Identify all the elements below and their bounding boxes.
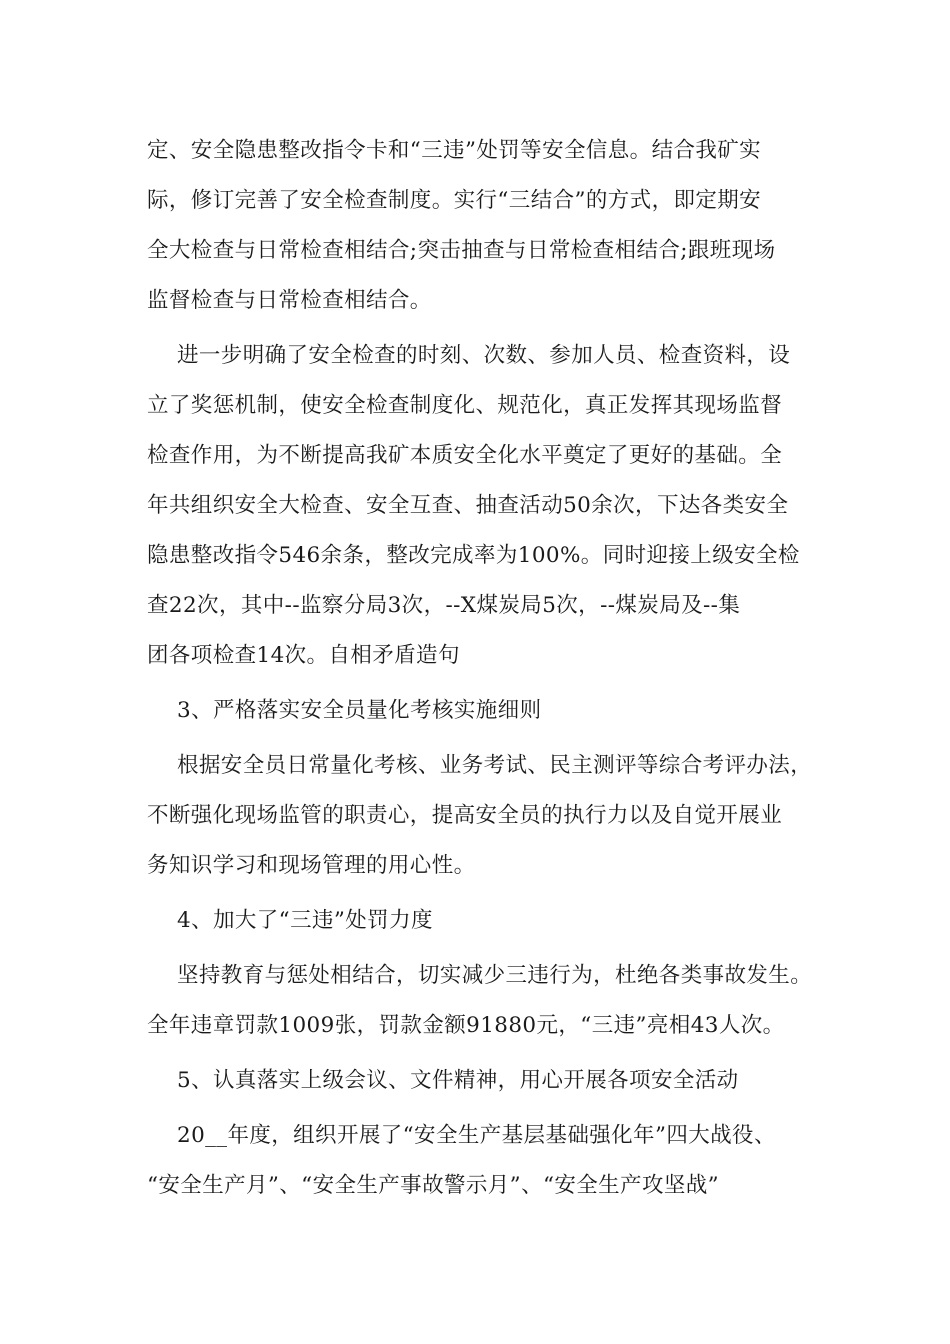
- paragraph-line: 际，修订完善了安全检查制度。实行“三结合”的方式，即定期安: [147, 188, 762, 213]
- paragraph-line: 年共组织安全大检查、安全互查、抽查活动50余次，下达各类安全: [147, 493, 789, 518]
- paragraph-line: “安全生产月”、“安全生产事故警示月”、“安全生产攻坚战”: [147, 1173, 720, 1198]
- paragraph-line: 坚持教育与惩处相结合，切实减少三违行为，杜绝各类事故发生。: [177, 963, 813, 988]
- paragraph-line: 根据安全员日常量化考核、业务考试、民主测评等综合考评办法，: [177, 753, 813, 778]
- paragraph-line: 全年违章罚款1009张，罚款金额91880元，“三违”亮相43人次。: [147, 1013, 785, 1038]
- section-heading: 5、认真落实上级会议、文件精神，用心开展各项安全活动: [177, 1068, 739, 1093]
- paragraph-line: 20__年度，组织开展了“安全生产基层基础强化年”四大战役、: [177, 1123, 776, 1148]
- paragraph-line: 检查作用，为不断提高我矿本质安全化水平奠定了更好的基础。全: [147, 443, 783, 468]
- paragraph-line: 查22次，其中--监察分局3次，--X煤炭局5次，--煤炭局及--集: [147, 593, 741, 618]
- paragraph-line: 不断强化现场监管的职责心，提高安全员的执行力以及自觉开展业: [147, 803, 783, 828]
- paragraph-line: 隐患整改指令546余条，整改完成率为100%。同时迎接上级安全检: [147, 543, 800, 568]
- paragraph-line: 立了奖惩机制，使安全检查制度化、规范化，真正发挥其现场监督: [147, 393, 783, 418]
- paragraph-line: 定、安全隐患整改指令卡和“三违”处罚等安全信息。结合我矿实: [147, 138, 762, 163]
- section-heading: 3、严格落实安全员量化考核实施细则: [177, 698, 542, 723]
- paragraph-line: 团各项检查14次。自相矛盾造句: [147, 643, 460, 668]
- paragraph-line: 全大检查与日常检查相结合;突击抽查与日常检查相结合;跟班现场: [147, 238, 776, 263]
- paragraph-line: 务知识学习和现场管理的用心性。: [147, 853, 476, 878]
- section-heading: 4、加大了“三违”处罚力度: [177, 908, 433, 933]
- paragraph-line: 进一步明确了安全检查的时刻、次数、参加人员、检查资料，设: [177, 343, 791, 368]
- paragraph-line: 监督检查与日常检查相结合。: [147, 288, 432, 313]
